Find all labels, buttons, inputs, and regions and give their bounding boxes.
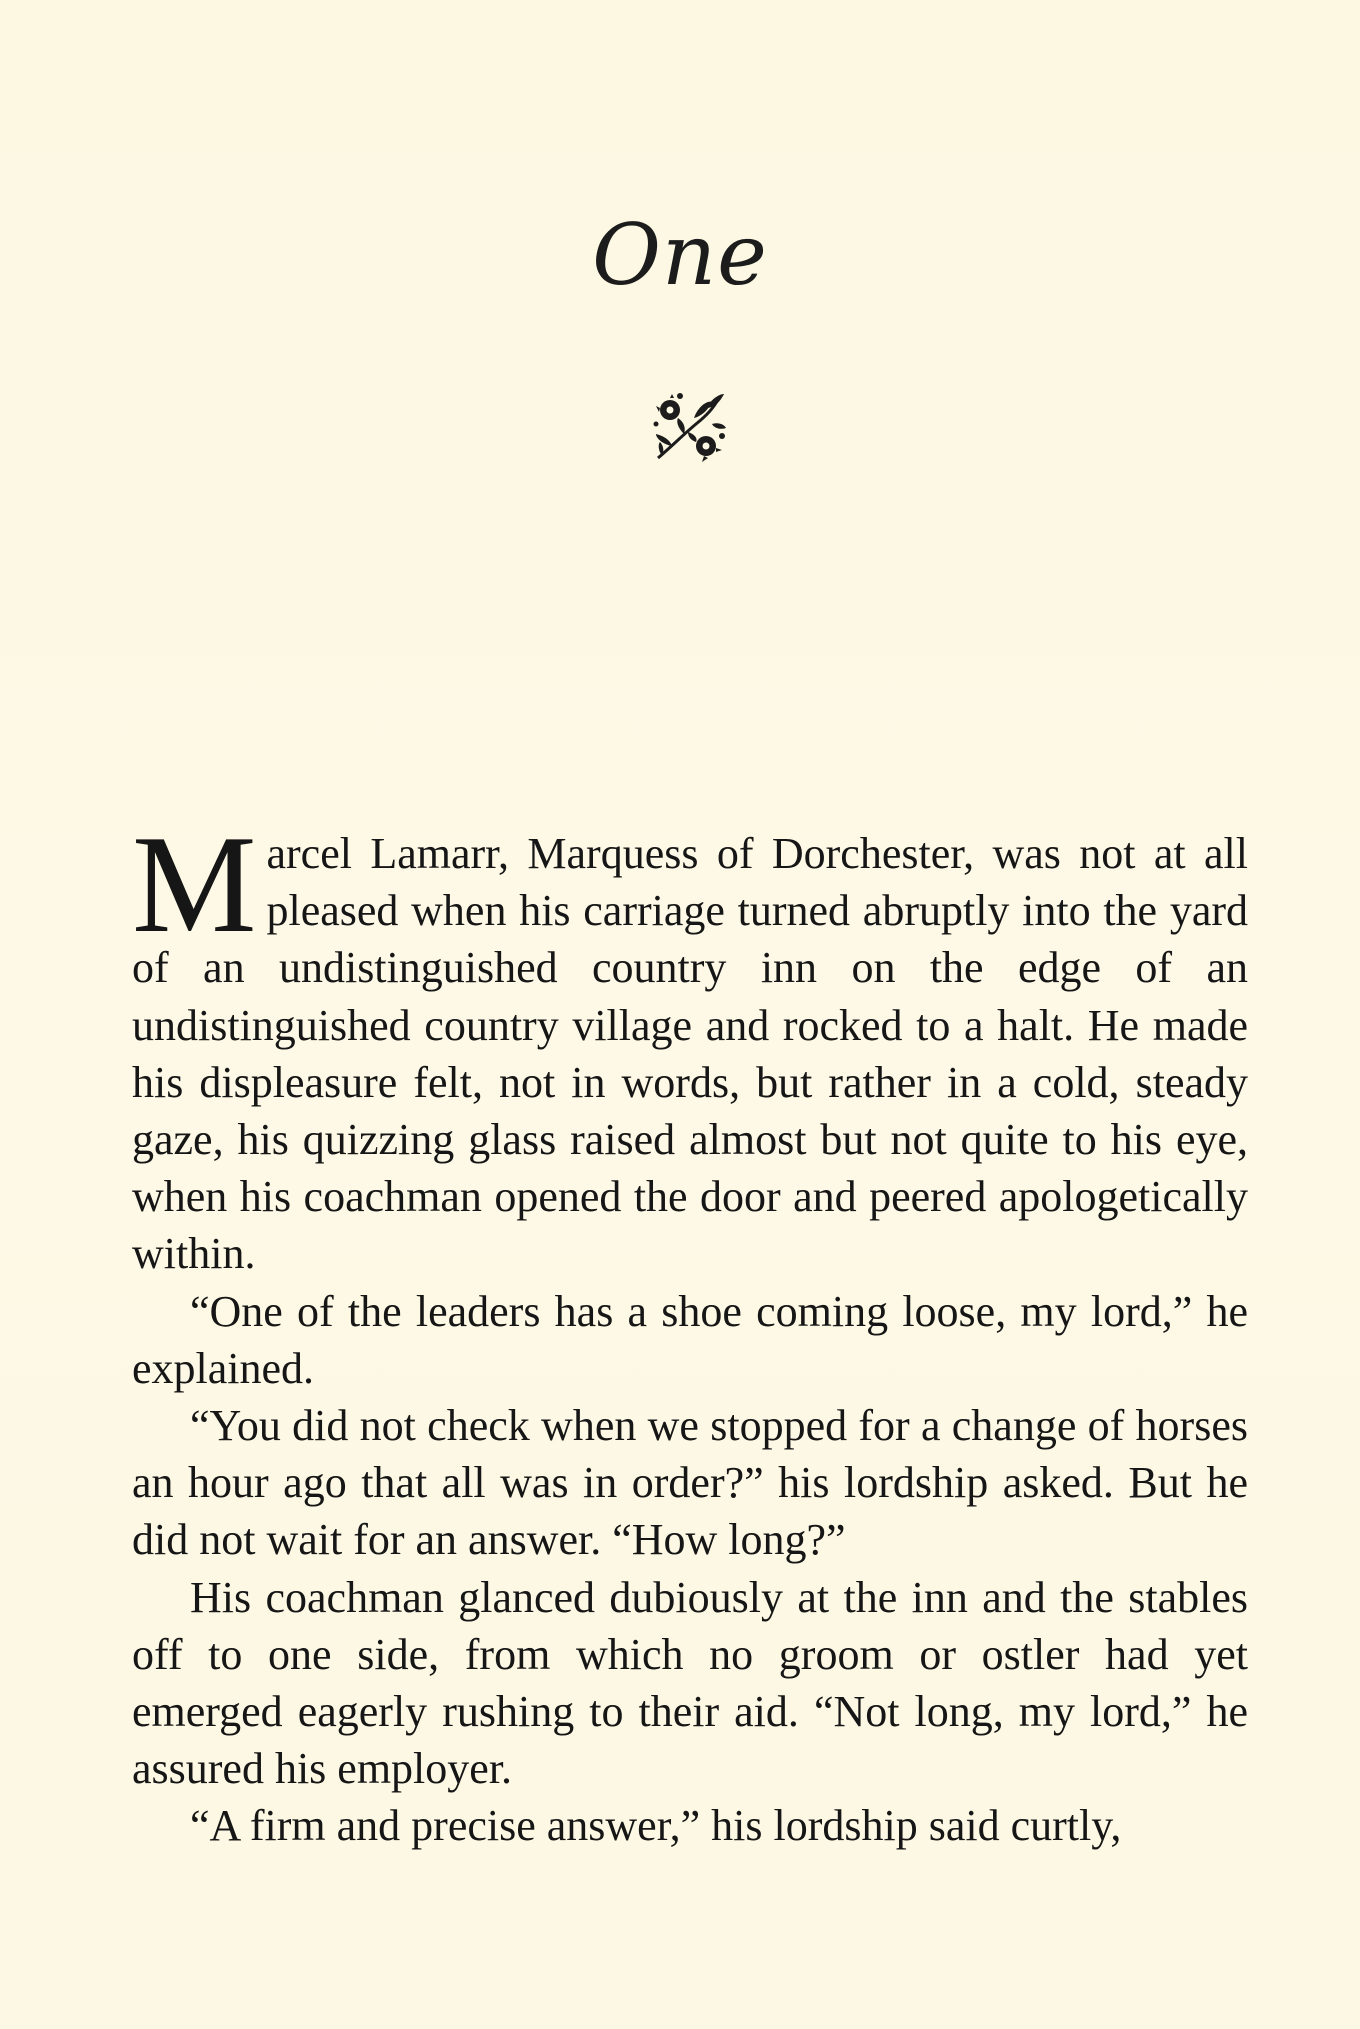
paragraph: “A firm and precise answer,” his lordship said curtly, bbox=[190, 1801, 1122, 1851]
paragraph: “One of the leaders has a shoe coming loose, my lord,” he explained. bbox=[132, 1286, 1248, 1393]
chapter-text bbox=[132, 807, 1248, 1855]
paragraph: His coachman glanced dubiously at the inn and the stables off to one side, from which no groom or ostler had yet emerged eagerly rushing to their aid. “Not long, my lord,” he assured his employer. bbox=[132, 1572, 1248, 1794]
drop-cap: M bbox=[132, 807, 257, 962]
floral-fleuron-icon bbox=[650, 388, 728, 466]
chapter-title: One bbox=[592, 206, 768, 304]
paragraph bbox=[132, 807, 1248, 1283]
paragraph-text: arcel Lamarr, Marquess of Dorchester, was not at all pleased when his carriage turned abruptly into the yard of an undistinguished country inn on the edge of an undistinguished country village and rocked to a halt. He made his displeasure felt, not in words, but rather in a cold, steady gaze, his quizzing glass raised almost but not quite to his eye, when his coachman opened the door and peered apologetically within. bbox=[132, 829, 1248, 1279]
paragraph: “You did not check when we stopped for a change of horses an hour ago that all was in order?” his lordship asked. But he did not wait for an answer. “How long?” bbox=[132, 1401, 1248, 1565]
